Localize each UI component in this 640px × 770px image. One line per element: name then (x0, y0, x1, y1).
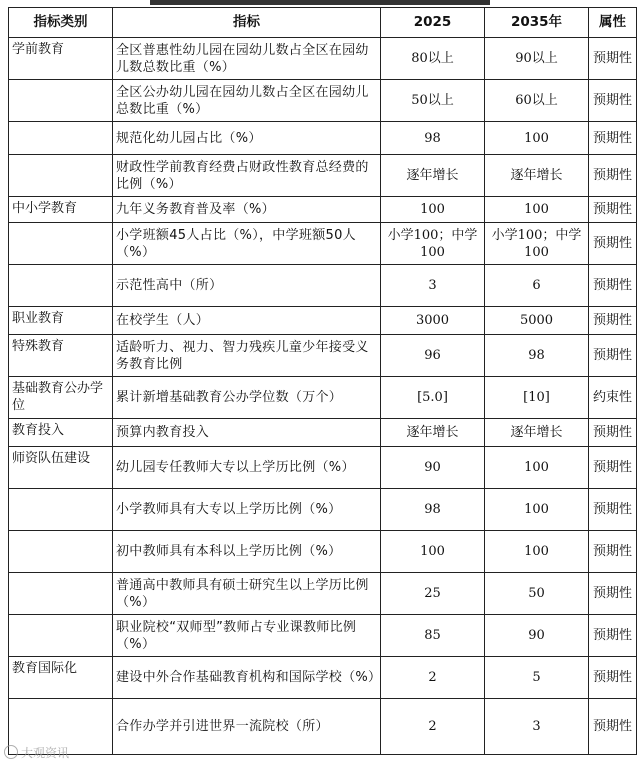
value-2025-cell: 100 (381, 197, 485, 223)
header-row (9, 8, 637, 38)
value-2025-cell: 96 (381, 335, 485, 377)
value-2025-cell: 逐年增长 (381, 155, 485, 197)
indicator-cell: 建设中外合作基础教育机构和国际学校（%） (113, 657, 381, 699)
property-cell: 预期性 (589, 197, 637, 223)
indicator-cell: 小学教师具有大专以上学历比例（%） (113, 489, 381, 531)
table-row (9, 265, 637, 307)
table-row (9, 489, 637, 531)
value-2035-cell: 100 (485, 197, 589, 223)
category-cell: 教育投入 (9, 419, 113, 447)
value-2035-cell: [10] (485, 377, 589, 419)
property-cell: 预期性 (589, 657, 637, 699)
property-cell: 预期性 (589, 531, 637, 573)
indicator-cell: 九年义务教育普及率（%） (113, 197, 381, 223)
value-2025-cell: 25 (381, 573, 485, 615)
value-2035-cell: 100 (485, 531, 589, 573)
category-cell (9, 122, 113, 155)
property-cell: 预期性 (589, 615, 637, 657)
table-row (9, 38, 637, 80)
watermark-text: 大观资讯 (21, 746, 70, 760)
property-cell: 预期性 (589, 122, 637, 155)
value-2035-cell: 逐年增长 (485, 155, 589, 197)
header-indicator: 指标 (113, 8, 381, 38)
property-cell: 预期性 (589, 699, 637, 755)
table-row (9, 699, 637, 755)
table-row (9, 447, 637, 489)
indicator-cell: 累计新增基础教育公办学位数（万个） (113, 377, 381, 419)
indicator-cell: 小学班额45人占比（%），中学班额50人（%） (113, 223, 381, 265)
table-row (9, 377, 637, 419)
indicator-cell: 适龄听力、视力、智力残疾儿童少年接受义务教育比例 (113, 335, 381, 377)
header-2025: 2025 (381, 8, 485, 38)
property-cell: 预期性 (589, 419, 637, 447)
table-row (9, 80, 637, 122)
category-cell (9, 223, 113, 265)
property-cell: 预期性 (589, 573, 637, 615)
indicator-cell: 普通高中教师具有硕士研究生以上学历比例（%） (113, 573, 381, 615)
value-2025-cell: 小学100；中学100 (381, 223, 485, 265)
category-cell (9, 615, 113, 657)
indicator-cell: 职业院校“双师型”教师占专业课教师比例（%） (113, 615, 381, 657)
indicator-cell: 财政性学前教育经费占财政性教育总经费的比例（%） (113, 155, 381, 197)
header-2035: 2035年 (485, 8, 589, 38)
property-cell: 预期性 (589, 335, 637, 377)
value-2035-cell: 100 (485, 122, 589, 155)
property-cell: 预期性 (589, 265, 637, 307)
table-row (9, 531, 637, 573)
value-2025-cell: 2 (381, 699, 485, 755)
table-row (9, 335, 637, 377)
value-2035-cell: 逐年增长 (485, 419, 589, 447)
value-2035-cell: 3 (485, 699, 589, 755)
value-2025-cell: 100 (381, 531, 485, 573)
indicator-cell: 初中教师具有本科以上学历比例（%） (113, 531, 381, 573)
table-row (9, 155, 637, 197)
indicator-cell: 示范性高中（所） (113, 265, 381, 307)
category-cell (9, 573, 113, 615)
value-2025-cell: 逐年增长 (381, 419, 485, 447)
value-2035-cell: 60以上 (485, 80, 589, 122)
indicator-cell: 在校学生（人） (113, 307, 381, 335)
category-cell: 师资队伍建设 (9, 447, 113, 489)
category-cell: 教育国际化 (9, 657, 113, 699)
indicator-cell: 全区普惠性幼儿园在园幼儿数占全区在园幼儿数总数比重（%） (113, 38, 381, 80)
property-cell: 预期性 (589, 223, 637, 265)
indicator-cell: 合作办学并引进世界一流院校（所） (113, 699, 381, 755)
property-cell: 预期性 (589, 38, 637, 80)
property-cell: 预期性 (589, 80, 637, 122)
value-2025-cell: 80以上 (381, 38, 485, 80)
property-cell: 预期性 (589, 155, 637, 197)
category-cell (9, 80, 113, 122)
value-2035-cell: 5 (485, 657, 589, 699)
table-row (9, 573, 637, 615)
value-2035-cell: 98 (485, 335, 589, 377)
category-cell: 特殊教育 (9, 335, 113, 377)
value-2025-cell: 3000 (381, 307, 485, 335)
cropped-title-fragment (150, 0, 490, 5)
table-row (9, 197, 637, 223)
value-2025-cell: 3 (381, 265, 485, 307)
value-2025-cell: 90 (381, 447, 485, 489)
category-cell (9, 265, 113, 307)
table-row (9, 223, 637, 265)
value-2035-cell: 100 (485, 489, 589, 531)
value-2035-cell: 小学100；中学100 (485, 223, 589, 265)
table-row (9, 615, 637, 657)
value-2035-cell: 5000 (485, 307, 589, 335)
value-2025-cell: [5.0] (381, 377, 485, 419)
property-cell: 预期性 (589, 489, 637, 531)
value-2035-cell: 90以上 (485, 38, 589, 80)
header-property: 属性 (589, 8, 637, 38)
value-2025-cell: 50以上 (381, 80, 485, 122)
watermark (4, 744, 69, 761)
watermark-icon (4, 745, 18, 759)
cropped-title-strip (0, 0, 640, 6)
indicator-cell: 预算内教育投入 (113, 419, 381, 447)
table-row (9, 122, 637, 155)
education-indicators-table (8, 7, 637, 755)
category-cell: 基础教育公办学位 (9, 377, 113, 419)
value-2025-cell: 98 (381, 489, 485, 531)
value-2025-cell: 85 (381, 615, 485, 657)
category-cell: 职业教育 (9, 307, 113, 335)
value-2035-cell: 6 (485, 265, 589, 307)
value-2035-cell: 100 (485, 447, 589, 489)
indicator-cell: 幼儿园专任教师大专以上学历比例（%） (113, 447, 381, 489)
header-category: 指标类别 (9, 8, 113, 38)
category-cell (9, 531, 113, 573)
property-cell: 预期性 (589, 307, 637, 335)
property-cell: 约束性 (589, 377, 637, 419)
property-cell: 预期性 (589, 447, 637, 489)
value-2035-cell: 90 (485, 615, 589, 657)
indicator-cell: 规范化幼儿园占比（%） (113, 122, 381, 155)
value-2035-cell: 50 (485, 573, 589, 615)
category-cell: 中小学教育 (9, 197, 113, 223)
table-row (9, 657, 637, 699)
category-cell (9, 489, 113, 531)
table-row (9, 307, 637, 335)
value-2025-cell: 2 (381, 657, 485, 699)
indicator-cell: 全区公办幼儿园在园幼儿数占全区在园幼儿总数比重（%） (113, 80, 381, 122)
value-2025-cell: 98 (381, 122, 485, 155)
category-cell: 学前教育 (9, 38, 113, 80)
table-row (9, 419, 637, 447)
category-cell (9, 155, 113, 197)
